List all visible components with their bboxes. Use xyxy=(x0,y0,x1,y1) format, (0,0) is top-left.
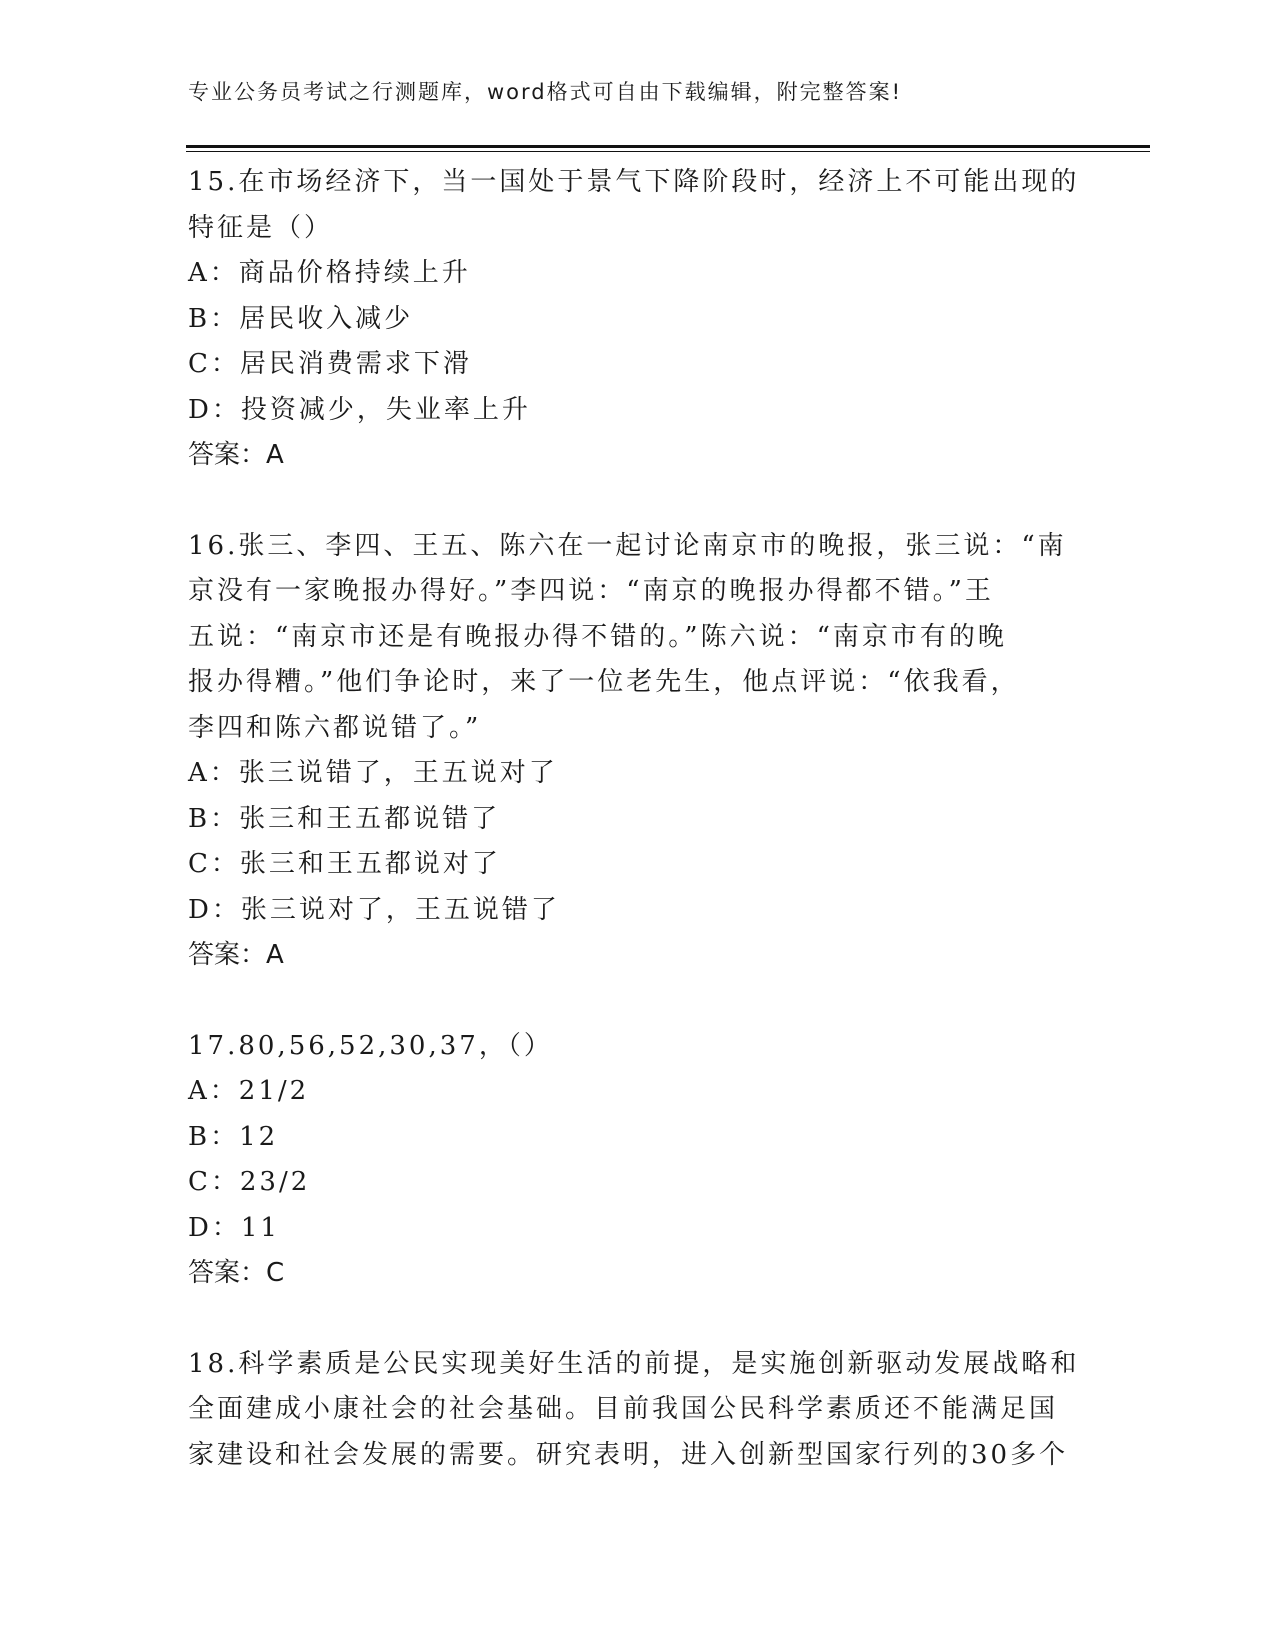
option-c: C：23/2 xyxy=(188,1167,311,1197)
question-text: 特征是（） xyxy=(188,212,334,243)
question-text: 家建设和社会发展的需要。研究表明，进入创新型国家行列的30多个 xyxy=(188,1439,1069,1470)
option-d: D：投资减少，失业率上升 xyxy=(188,394,531,425)
spacer xyxy=(188,979,1088,1024)
option-a: A：张三说错了，王五说对了 xyxy=(188,758,558,788)
option-a: A：商品价格持续上升 xyxy=(188,258,471,288)
question-block xyxy=(188,524,1088,979)
spacer xyxy=(188,1297,1088,1342)
question-text: 李四和陈六都说错了。” xyxy=(188,712,482,743)
answer: 答案：A xyxy=(188,440,284,470)
option-c: C：居民消费需求下滑 xyxy=(188,349,472,379)
question-block xyxy=(188,1342,1088,1479)
question-text: 京没有一家晚报办得好。”李四说：“南京的晚报办得都不错。”王 xyxy=(188,576,994,606)
question-text: 18.科学素质是公民实现美好生活的前提，是实施创新驱动发展战略和 xyxy=(188,1348,1080,1379)
spacer xyxy=(188,479,1088,524)
option-d: D：11 xyxy=(188,1212,280,1243)
page-header: 专业公务员考试之行测题库，word格式可自由下载编辑，附完整答案! xyxy=(188,80,903,104)
option-b: B：张三和王五都说错了 xyxy=(188,803,501,834)
answer: 答案：A xyxy=(188,940,284,970)
option-b: B：居民收入减少 xyxy=(188,303,414,334)
option-a: A：21/2 xyxy=(188,1076,310,1106)
question-text: 报办得糟。”他们争论时，来了一位老先生，他点评说：“依我看， xyxy=(188,667,1020,697)
question-text: 16.张三、李四、王五、陈六在一起讨论南京市的晚报，张三说：“南 xyxy=(188,530,1067,561)
option-b: B：12 xyxy=(188,1121,279,1152)
question-list xyxy=(188,160,1088,1478)
option-d: D：张三说对了，王五说错了 xyxy=(188,894,560,925)
question-text: 五说：“南京市还是有晚报办得不错的。”陈六说：“南京市有的晚 xyxy=(188,621,1007,652)
question-block xyxy=(188,1024,1088,1297)
question-text: 15.在市场经济下，当一国处于景气下降阶段时，经济上不可能出现的 xyxy=(188,167,1080,197)
question-text: 17.80,56,52,30,37，（） xyxy=(188,1030,553,1061)
header-rule-thick xyxy=(186,145,1150,148)
answer: 答案：C xyxy=(188,1258,285,1288)
question-block xyxy=(188,160,1088,479)
header-rule-thin xyxy=(186,151,1150,152)
question-text: 全面建成小康社会的社会基础。目前我国公民科学素质还不能满足国 xyxy=(188,1394,1059,1424)
option-c: C：张三和王五都说对了 xyxy=(188,849,501,879)
